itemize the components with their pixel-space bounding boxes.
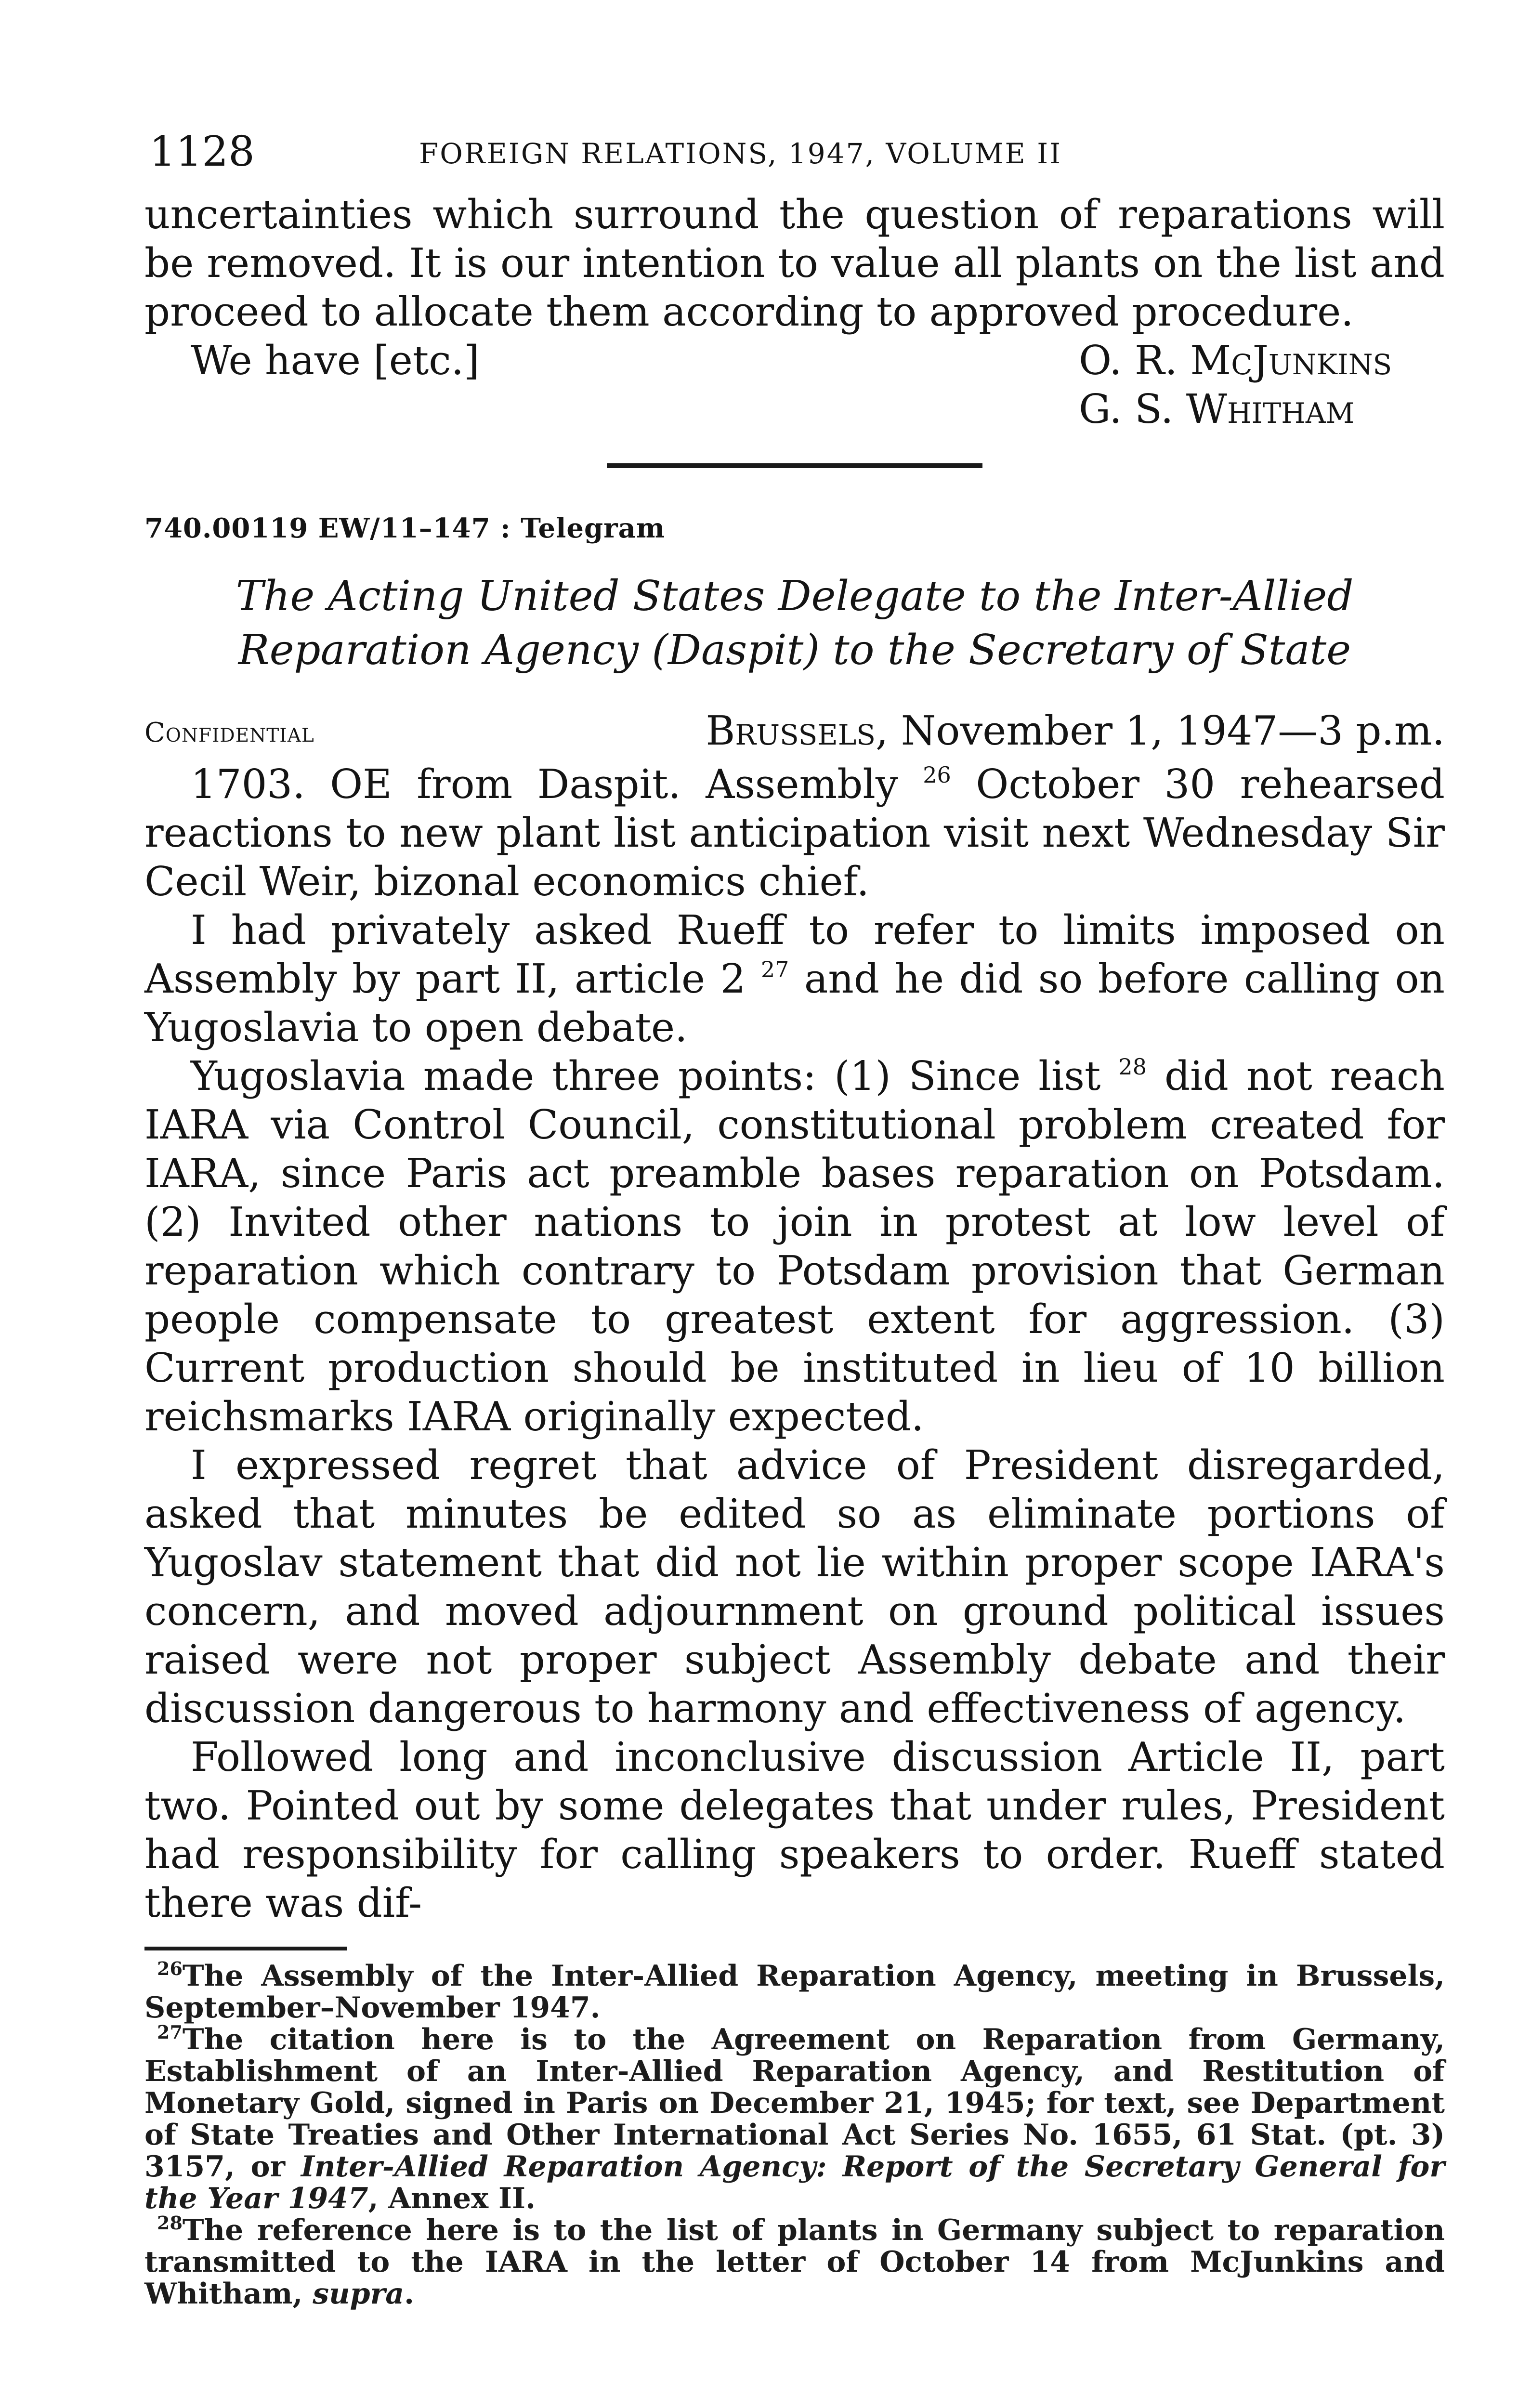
dateline-row	[144, 702, 1445, 760]
paragraph-3-text-a: Yugoslavia made three points: (1) Since list	[191, 1053, 1119, 1099]
footnote-27	[144, 2021, 1445, 2215]
page-header	[144, 123, 1445, 181]
footnotes	[144, 1960, 1445, 2310]
paragraph-2-text-b: and he did so before calling on Yugoslavia to open debate.	[144, 955, 1445, 1051]
body-text	[144, 190, 1445, 2310]
footnote-ref-28: 28	[1118, 1054, 1147, 1080]
paragraph-3	[144, 1052, 1445, 1441]
paragraph-1-text-a: 1703. OE from Daspit. Assembly	[191, 761, 923, 808]
footnote-divider	[144, 1947, 347, 1950]
paragraph-1	[144, 760, 1445, 906]
footnote-28	[144, 2214, 1445, 2310]
running-head: FOREIGN RELATIONS, 1947, VOLUME II	[419, 137, 1062, 170]
paragraph-5: Followed long and inconclusive discussion Article II, part two. Pointed out by some delegates that under rules, President had responsibility for calling speakers to order. Rueff stated there was dif-	[144, 1734, 1445, 1926]
footnote-28-text-b: .	[404, 2277, 415, 2311]
paragraph-3-text-b: did not reach IARA via Control Council, constitutional problem created for IARA, since Paris act preamble bases reparation on Potsdam. (2) Invited other nations to join in protest at low level of reparation which contrary to Potsdam provision that German people compensate to greatest extent for aggression. (3) Current production should be instituted in lieu of 10 billion reichsmarks IARA originally expected.	[144, 1053, 1445, 1440]
footnote-26	[144, 1960, 1445, 2024]
signer-2: G. S. Whitham	[1079, 386, 1355, 432]
footnote-ref-26: 26	[923, 762, 951, 788]
footnote-mark-28: 28	[157, 2212, 183, 2234]
footnote-28-italic: supra	[313, 2277, 405, 2311]
section-divider	[607, 463, 982, 468]
dateline	[706, 702, 1445, 760]
footnote-27-text-b: , Annex II.	[368, 2182, 536, 2215]
footnote-ref-27: 27	[760, 956, 789, 982]
dateline-date: , November 1, 1947—3 p.m.	[876, 707, 1445, 754]
signature-block	[144, 336, 1445, 433]
paragraph-1-text-b: October 30 rehearsed reactions to new plant list anticipation visit next Wednesday Sir Cecil Weir, bizonal economics chief.	[144, 761, 1445, 905]
classification: Confidential	[144, 717, 314, 748]
paragraph-2-text-a: I had privately asked Rueff to refer to limits imposed on Assembly by part II, article 2	[144, 907, 1445, 1002]
paragraph-4: I expressed regret that advice of President disregarded, asked that minutes be edited so as eliminate portions of Yugoslav statement that did not lie within proper scope IARA's concern, and moved adjournment on ground political issues raised were not proper subject Assembly debate and their discussion dangerous to harmony and effectiveness of agency.	[144, 1442, 1445, 1732]
file-number: 740.00119 EW/11–147 : Telegram	[144, 512, 666, 544]
paragraph-2	[144, 906, 1445, 1052]
signers	[1079, 336, 1445, 433]
document-title: The Acting United States Delegate to the Inter-Allied Reparation Agency (Daspit) to the Secretary of State	[236, 572, 1354, 674]
footnote-26-text: The Assembly of the Inter-Allied Reparation Agency, meeting in Brussels, September–November 1947.	[144, 1959, 1445, 2025]
page-number: 1128	[149, 128, 255, 176]
footnote-27-text-a: The citation here is to the Agreement on Reparation from Germany, Establishment of an Inter-Allied Reparation Agency, and Restitution of Monetary Gold, signed in Paris on December 21, 1945; for text, see Department of State Treaties and Other International Act Series No. 1655, 61 Stat. (pt. 3) 3157, or	[144, 2023, 1445, 2184]
footnote-28-text-a: The reference here is to the list of plants in Germany subject to reparation transmitted to the IARA in the letter of October 14 from McJunkins and Whitham,	[144, 2213, 1445, 2311]
footnote-27-italic: Inter-Allied Reparation Agency: Report of the Secretary General for the Year 1947	[144, 2150, 1445, 2215]
footnote-mark-27: 27	[157, 2021, 183, 2043]
dateline-place: Brussels	[706, 707, 876, 754]
previous-letter-text: uncertainties which surround the question of reparations will be removed. It is our intention to value all plants on the list and proceed to allocate them according to approved procedure.	[144, 191, 1445, 335]
closing: We have [etc.]	[191, 337, 480, 384]
footnote-mark-26: 26	[157, 1958, 183, 1979]
signer-1: O. R. McJunkins	[1079, 337, 1392, 384]
